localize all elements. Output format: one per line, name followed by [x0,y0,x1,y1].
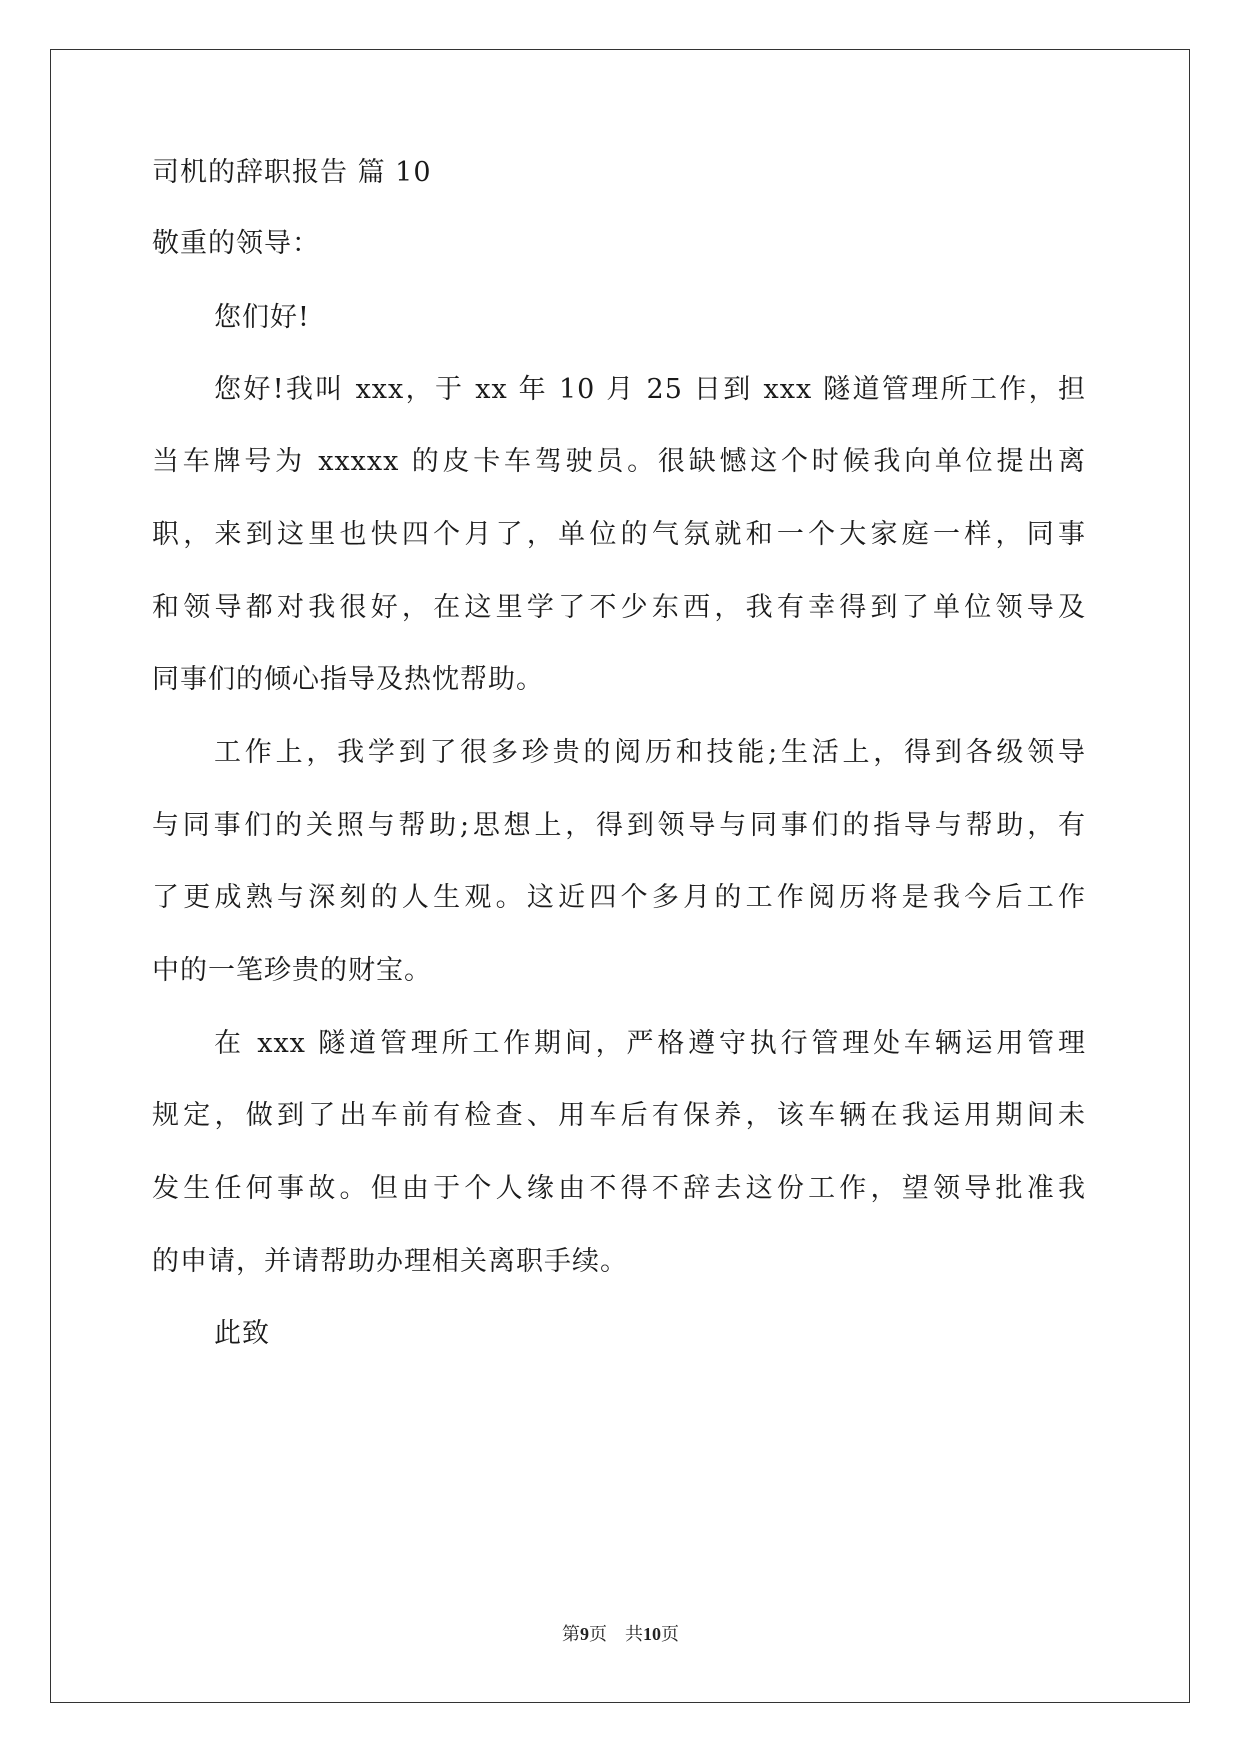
greeting: 您们好! [214,302,310,333]
paragraph-1-line-2: 当车牌号为 xxxxx 的皮卡车驾驶员。很缺憾这个时候我向单位提出离 [152,446,1086,477]
footer-middle: 页 共 [589,1624,643,1645]
paragraph-1-line-4: 和领导都对我很好，在这里学了不少东西，我有幸得到了单位领导及 [152,592,1086,623]
paragraph-3-line-2: 规定，做到了出车前有检查、用车后有保养，该车辆在我运用期间未 [152,1100,1086,1131]
total-page-number: 10 [643,1624,661,1644]
paragraph-3-line-4: 的申请，并请帮助办理相关离职手续。 [152,1246,628,1277]
closing: 此致 [214,1318,270,1349]
current-page-number: 9 [580,1624,589,1644]
page-border [50,49,1190,1703]
document-title: 司机的辞职报告 篇 10 [152,157,432,188]
paragraph-3-line-3: 发生任何事故。但由于个人缘由不得不辞去这份工作，望领导批准我 [152,1173,1086,1204]
paragraph-2-line-1: 工作上，我学到了很多珍贵的阅历和技能;生活上，得到各级领导 [214,737,1086,768]
footer-prefix: 第 [562,1624,580,1645]
paragraph-2-line-2: 与同事们的关照与帮助;思想上，得到领导与同事们的指导与帮助，有 [152,810,1086,841]
paragraph-1-line-1: 您好!我叫 xxx，于 xx 年 10 月 25 日到 xxx 隧道管理所工作，担 [214,374,1086,405]
footer-suffix: 页 [661,1624,679,1645]
page-footer [0,1622,1241,1647]
paragraph-3-line-1: 在 xxx 隧道管理所工作期间，严格遵守执行管理处车辆运用管理 [214,1028,1086,1059]
salutation: 敬重的领导： [152,228,320,259]
paragraph-1-line-5: 同事们的倾心指导及热忱帮助。 [152,664,544,695]
paragraph-1-line-3: 职，来到这里也快四个月了，单位的气氛就和一个大家庭一样，同事 [152,519,1086,550]
paragraph-2-line-4: 中的一笔珍贵的财宝。 [152,955,432,986]
paragraph-2-line-3: 了更成熟与深刻的人生观。这近四个多月的工作阅历将是我今后工作 [152,882,1086,913]
